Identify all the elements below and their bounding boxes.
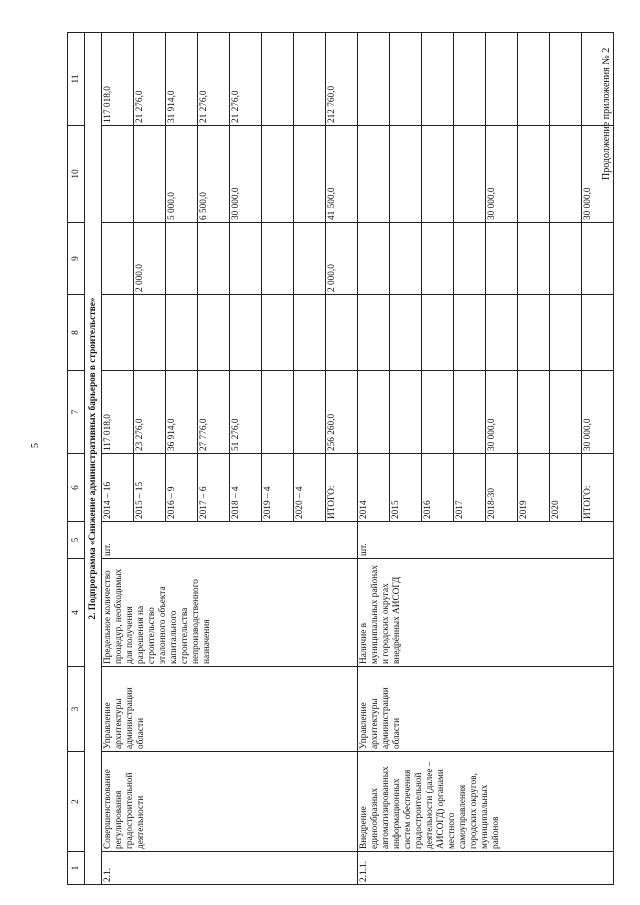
cell-c7 [390, 371, 422, 454]
cell-c10 [358, 126, 390, 223]
cell-c9 [486, 223, 518, 295]
cell-c11: 21 276,0 [198, 33, 230, 126]
col-number: 6 [68, 454, 85, 522]
cell-c11 [422, 33, 454, 126]
subprogram-row [85, 33, 102, 885]
cell-c8 [518, 295, 550, 371]
cell-c11 [518, 33, 550, 126]
cell-c9 [230, 223, 262, 295]
cell-c8 [166, 295, 198, 371]
cell-c8 [134, 295, 166, 371]
cell-c8 [454, 295, 486, 371]
cell-c6: 2015 [390, 454, 422, 522]
cell-c9: 2 000,0 [134, 223, 166, 295]
cell-c10: 30 000,0 [486, 126, 518, 223]
cell-c6: 2019 – 4 [262, 454, 294, 522]
cell-c11 [294, 33, 326, 126]
cell-c6: ИТОГО: [582, 454, 614, 522]
cell-c10: 30 000,0 [230, 126, 262, 223]
cell-c10 [422, 126, 454, 223]
cell-c7: 256 260,0 [326, 371, 358, 454]
cell-c7 [550, 371, 582, 454]
cell-c8 [230, 295, 262, 371]
cell-c7 [358, 371, 390, 454]
cell-c10 [134, 126, 166, 223]
item-number: 2.1.1. [358, 852, 614, 885]
cell-c9 [582, 223, 614, 295]
cell-c9 [422, 223, 454, 295]
cell-c9 [166, 223, 198, 295]
cell-c9 [358, 223, 390, 295]
cell-c10 [102, 126, 134, 223]
cell-c7: 30 000,0 [582, 371, 614, 454]
measure-name: Совершенствование регулирования градостроительной деятельности [102, 752, 358, 852]
cell-c10: 6 500,0 [198, 126, 230, 223]
cell-c10 [294, 126, 326, 223]
cell-c8 [294, 295, 326, 371]
program-table [67, 32, 614, 885]
cell-c7 [262, 371, 294, 454]
table-row [358, 33, 390, 885]
cell-c11: 31 914,0 [166, 33, 198, 126]
col-number: 7 [68, 371, 85, 454]
cell-c10 [390, 126, 422, 223]
cell-c9 [390, 223, 422, 295]
measure-name: Внедрение единообразных автоматизированных информационных систем обеспечения градостроительной деятельности (далее – АИСОГД) органами местного самоуправления городских округов, муниципальных районов [358, 752, 614, 852]
cell-c11 [390, 33, 422, 126]
cell-c6: 2019 [518, 454, 550, 522]
cell-c7: 117 018,0 [102, 371, 134, 454]
cell-c6: 2020 – 4 [294, 454, 326, 522]
col-number: 2 [68, 752, 85, 852]
cell-c10 [550, 126, 582, 223]
rotated-table-container [67, 33, 597, 885]
cell-c6: 2018-30 [486, 454, 518, 522]
cell-c11: 21 276,0 [134, 33, 166, 126]
subprogram-title: 2. Подпрограмма «Снижение административных барьеров в строительстве» [85, 33, 102, 885]
col-number: 8 [68, 295, 85, 371]
col-number: 11 [68, 33, 85, 126]
table-row [102, 33, 134, 885]
column-number-row [68, 33, 85, 885]
cell-c10: 41 500,0 [326, 126, 358, 223]
cell-c8 [550, 295, 582, 371]
cell-c8 [582, 295, 614, 371]
cell-c9 [262, 223, 294, 295]
cell-c9 [518, 223, 550, 295]
cell-c6: 2015 – 15 [134, 454, 166, 522]
cell-c6: 2016 [422, 454, 454, 522]
cell-c9 [294, 223, 326, 295]
col-number: 4 [68, 559, 85, 667]
cell-c8 [486, 295, 518, 371]
page-number: 5 [30, 443, 41, 448]
cell-c8 [262, 295, 294, 371]
cell-c7: 51 276,0 [230, 371, 262, 454]
cell-c10 [518, 126, 550, 223]
cell-c9: 2 000,0 [326, 223, 358, 295]
cell-c7: 30 000,0 [486, 371, 518, 454]
cell-c11 [486, 33, 518, 126]
cell-c7 [518, 371, 550, 454]
cell-c6: 2014 [358, 454, 390, 522]
cell-c11 [262, 33, 294, 126]
cell-c10: 30 000,0 [582, 126, 614, 223]
cell-c11 [582, 33, 614, 126]
cell-c9 [198, 223, 230, 295]
cell-c6: ИТОГО: [326, 454, 358, 522]
cell-c10 [454, 126, 486, 223]
cell-c6: 2014 – 16 [102, 454, 134, 522]
cell-c6: 2018 – 4 [230, 454, 262, 522]
cell-c8 [198, 295, 230, 371]
cell-c7: 27 776,0 [198, 371, 230, 454]
cell-c10: 5 000,0 [166, 126, 198, 223]
executor: Управление архитектуры администрации области [102, 667, 358, 752]
cell-c6: 2020 [550, 454, 582, 522]
cell-c7 [454, 371, 486, 454]
cell-c8 [102, 295, 134, 371]
col-number: 5 [68, 522, 85, 559]
cell-c11 [454, 33, 486, 126]
col-number: 1 [68, 852, 85, 885]
cell-c9 [102, 223, 134, 295]
indicator: Наличие в муниципальных районах и городских округах внедрённых АИСОГД [358, 559, 614, 667]
unit: шт. [358, 522, 614, 559]
cell-c6: 2016 – 9 [166, 454, 198, 522]
cell-c9 [454, 223, 486, 295]
cell-c11: 212 760,0 [326, 33, 358, 126]
cell-c8 [390, 295, 422, 371]
cell-c8 [326, 295, 358, 371]
item-number: 2.1. [102, 852, 358, 885]
cell-c7 [294, 371, 326, 454]
col-number: 3 [68, 667, 85, 752]
appendix-label: Продолжение приложения № 2 [601, 47, 612, 180]
table-body [68, 33, 614, 885]
cell-c7: 36 914,0 [166, 371, 198, 454]
cell-c11 [550, 33, 582, 126]
cell-c9 [550, 223, 582, 295]
cell-c7: 23 276,0 [134, 371, 166, 454]
col-number: 9 [68, 223, 85, 295]
cell-c6: 2017 [454, 454, 486, 522]
cell-c11 [358, 33, 390, 126]
indicator: Предельное количество процедур, необходимых для получения разрешения на строительство эталонного объекта капитального строительства непроизводственного назначения [102, 559, 358, 667]
unit: шт. [102, 522, 358, 559]
cell-c11: 21 276,0 [230, 33, 262, 126]
cell-c7 [422, 371, 454, 454]
executor: Управление архитектуры администрации области [358, 667, 614, 752]
col-number: 10 [68, 126, 85, 223]
cell-c8 [422, 295, 454, 371]
cell-c6: 2017 – 6 [198, 454, 230, 522]
cell-c11: 117 018,0 [102, 33, 134, 126]
cell-c10 [262, 126, 294, 223]
cell-c8 [358, 295, 390, 371]
